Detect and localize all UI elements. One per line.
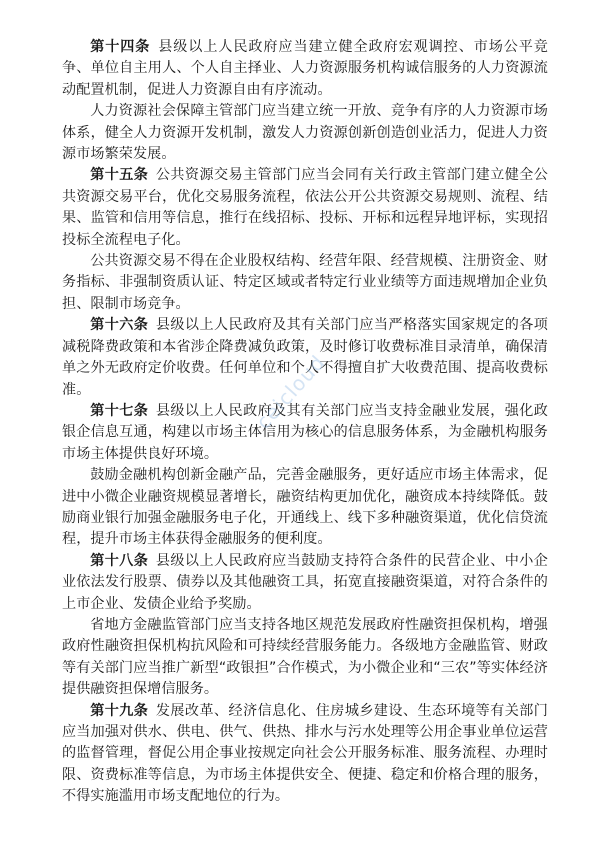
paragraph-text: 公共资源交易不得在企业股权结构、经营年限、经营规模、注册资金、财务指标、非强制资质认证、特定区域或者特定行业业绩等方面违规增加企业负担、限制市场竞争。 <box>62 253 548 312</box>
paragraph-text: 省地方金融监管部门应当支持各地区规范发展政府性融资担保机构，增强政府性融资担保机构抗风险和可持续经营服务能力。各级地方金融监管、财政等有关部门应当推广新型“政银担”合作模式，为小微企业和“三农”等实体经济提供融资担保增信服务。 <box>62 616 548 698</box>
paragraph-text: 县级以上人民政府应当鼓励支持符合条件的民营企业、中小企业依法发行股票、债券以及其他融资工具，拓宽直接融资渠道，对符合条件的上市企业、发债企业给予奖励。 <box>62 552 548 612</box>
article-number: 第十五条 <box>90 167 149 184</box>
article-14-paragraph-2 <box>62 101 548 165</box>
article-16-paragraph <box>62 315 548 401</box>
paragraph-text: 人力资源社会保障主管部门应当建立统一开放、竞争有序的人力资源市场体系，健全人力资源开发机制，激发人力资源创新创造创业活力，促进人力资源市场繁荣发展。 <box>62 103 548 163</box>
article-18-paragraph <box>62 551 548 615</box>
article-number: 第十四条 <box>90 39 151 55</box>
article-number: 第十八条 <box>90 552 149 569</box>
article-15-paragraph <box>62 165 548 251</box>
paragraph-text: 县级以上人民政府及其有关部门应当严格落实国家规定的各项减税降费政策和本省涉企降费减负政策，及时修订收费标准目录清单，确保清单之外无政府定价收费。任何单位和个人不得擅自扩大收费范围、提高收费标准。 <box>62 317 548 398</box>
paragraph-text: 县级以上人民政府应当建立健全政府宏观调控、市场公平竞争、单位自主用人、个人自主择业、人力资源服务机构诚信服务的人力资源流动配置机制，促进人力资源自由有序流动。 <box>62 39 548 98</box>
paragraph-text: 县级以上人民政府及其有关部门应当支持金融业发展，强化政银企信息互通，构建以市场主体信用为核心的信息服务体系，为金融机构服务市场主体提供良好环境。 <box>62 402 548 462</box>
document-body <box>62 37 548 808</box>
article-17-paragraph-2 <box>62 465 548 551</box>
article-19-paragraph <box>62 701 548 808</box>
paragraph-text: 公共资源交易主管部门应当会同有关行政主管部门建立健全公共资源交易平台，优化交易服务流程，依法公开公共资源交易规则、流程、结果、监管和信用等信息，推行在线招标、投标、开标和远程异地评标，实现招投标全流程电子化。 <box>62 167 548 248</box>
paragraph-text: 鼓励金融机构创新金融产品，完善金融服务，更好适应市场主体需求，促进中小微企业融资规模显著增长，融资结构更加优化，融资成本持续降低。鼓励商业银行加强金融服务电子化，开通线上、线下多种融资渠道，优化信贷流程，提升市场主体获得金融服务的便利度。 <box>62 467 548 548</box>
article-number: 第十九条 <box>90 702 149 719</box>
article-number: 第十七条 <box>90 402 149 419</box>
article-15-paragraph-2 <box>62 251 548 315</box>
article-18-paragraph-2 <box>62 615 548 701</box>
article-number: 第十六条 <box>90 317 149 334</box>
paragraph-text: 发展改革、经济信息化、住房城乡建设、生态环境等有关部门应当加强对供水、供电、供气、供热、排水与污水处理等公用企事业单位运营的监督管理，督促公用企事业按规定向社会公开服务标准、服务流程、办理时限、资费标准等信息，为市场主体提供安全、便捷、稳定和价格合理的服务，不得实施滥用市场支配地位的行为。 <box>62 702 548 805</box>
article-17-paragraph <box>62 401 548 465</box>
watermark: ceicloud <box>251 350 330 434</box>
article-14-paragraph <box>62 37 548 101</box>
